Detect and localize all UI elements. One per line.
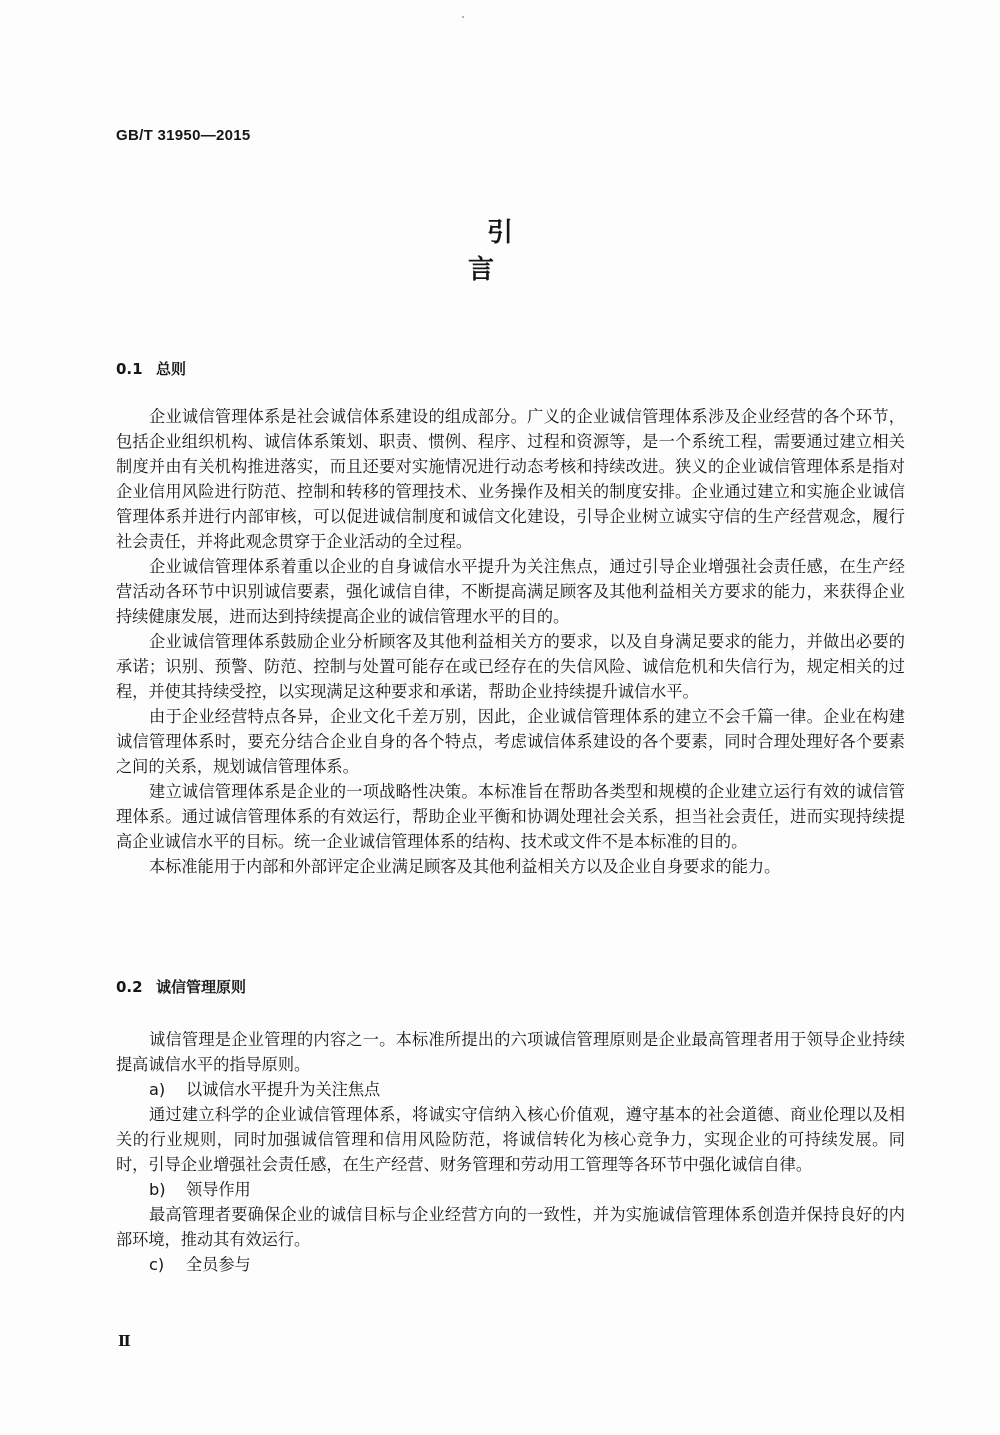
- page-number: Ⅱ: [118, 1332, 131, 1350]
- principle-item-b: [116, 1177, 905, 1202]
- section-heading-0-2: [116, 976, 246, 997]
- principle-item-c: [116, 1252, 905, 1277]
- section-number: 0.1: [116, 360, 143, 378]
- item-label: 领导作用: [186, 1180, 251, 1199]
- paragraph: 通过建立科学的企业诚信管理体系，将诚实守信纳入核心价值观，遵守基本的社会道德、商业伦理以及相关的行业规则，同时加强诚信管理和信用风险防范，将诚信转化为核心竞争力，实现企业的可持续发展。同时，引导企业增强社会责任感，在生产经营、财务管理和劳动用工管理等各环节中强化诚信自律。: [116, 1105, 905, 1174]
- section-body-0-2: [116, 1027, 905, 1277]
- paragraph: 企业诚信管理体系鼓励企业分析顾客及其他利益相关方的要求，以及自身满足要求的能力，并做出必要的承诺；识别、预警、防范、控制与处置可能存在或已经存在的失信风险、诚信危机和失信行为，规定相关的过程，并使其持续受控，以实现满足这种要求和承诺，帮助企业持续提升诚信水平。: [116, 632, 905, 701]
- section-number: 0.2: [116, 978, 143, 996]
- item-mark: c): [149, 1255, 165, 1274]
- paragraph: 企业诚信管理体系着重以企业的自身诚信水平提升为关注焦点，通过引导企业增强社会责任感，在生产经营活动各环节中识别诚信要素，强化诚信自律，不断提高满足顾客及其他利益相关方要求的能力，来获得企业持续健康发展，进而达到持续提高企业的诚信管理水平的目的。: [116, 557, 905, 626]
- item-label: 全员参与: [186, 1255, 251, 1274]
- section-title: 总则: [156, 360, 187, 378]
- section-title: 诚信管理原则: [156, 978, 247, 996]
- item-mark: a): [149, 1080, 166, 1099]
- paragraph: 诚信管理是企业管理的内容之一。本标准所提出的六项诚信管理原则是企业最高管理者用于领导企业持续提高诚信水平的指导原则。: [116, 1030, 905, 1074]
- paragraph: 企业诚信管理体系是社会诚信体系建设的组成部分。广义的企业诚信管理体系涉及企业经营的各个环节，包括企业组织机构、诚信体系策划、职责、惯例、程序、过程和资源等，是一个系统工程，需要通过建立相关制度并由有关机构推进落实，而且还要对实施情况进行动态考核和持续改进。狭义的企业诚信管理体系是指对企业信用风险进行防范、控制和转移的管理技术、业务操作及相关的制度安排。企业通过建立和实施企业诚信管理体系并进行内部审核，可以促进诚信制度和诚信文化建设，引导企业树立诚实守信的生产经营观念，履行社会责任，并将此观念贯穿于企业活动的全过程。: [116, 407, 905, 551]
- standard-code: GB/T 31950—2015: [116, 127, 251, 144]
- scan-speck: [462, 16, 464, 18]
- paragraph: 由于企业经营特点各异，企业文化千差万别，因此，企业诚信管理体系的建立不会千篇一律。企业在构建诚信管理体系时，要充分结合企业自身的各个特点，考虑诚信体系建设的各个要素，同时合理处理好各个要素之间的关系，规划诚信管理体系。: [116, 707, 905, 776]
- page-title: 引 言: [467, 218, 551, 285]
- paragraph: 建立诚信管理体系是企业的一项战略性决策。本标准旨在帮助各类型和规模的企业建立运行有效的诚信管理体系。通过诚信管理体系的有效运行，帮助企业平衡和协调处理社会关系，担当社会责任，进而实现持续提高企业诚信水平的目标。统一企业诚信管理体系的结构、技术或文件不是本标准的目的。: [116, 782, 905, 851]
- item-label: 以诚信水平提升为关注焦点: [186, 1080, 381, 1099]
- paragraph: 最高管理者要确保企业的诚信目标与企业经营方向的一致性，并为实施诚信管理体系创造并保持良好的内部环境，推动其有效运行。: [116, 1205, 905, 1249]
- section-body-0-1: [116, 404, 905, 879]
- paragraph: 本标准能用于内部和外部评定企业满足顾客及其他利益相关方以及企业自身要求的能力。: [149, 857, 781, 876]
- item-mark: b): [149, 1180, 166, 1199]
- section-heading-0-1: [116, 358, 186, 379]
- principle-item-a: [116, 1077, 905, 1102]
